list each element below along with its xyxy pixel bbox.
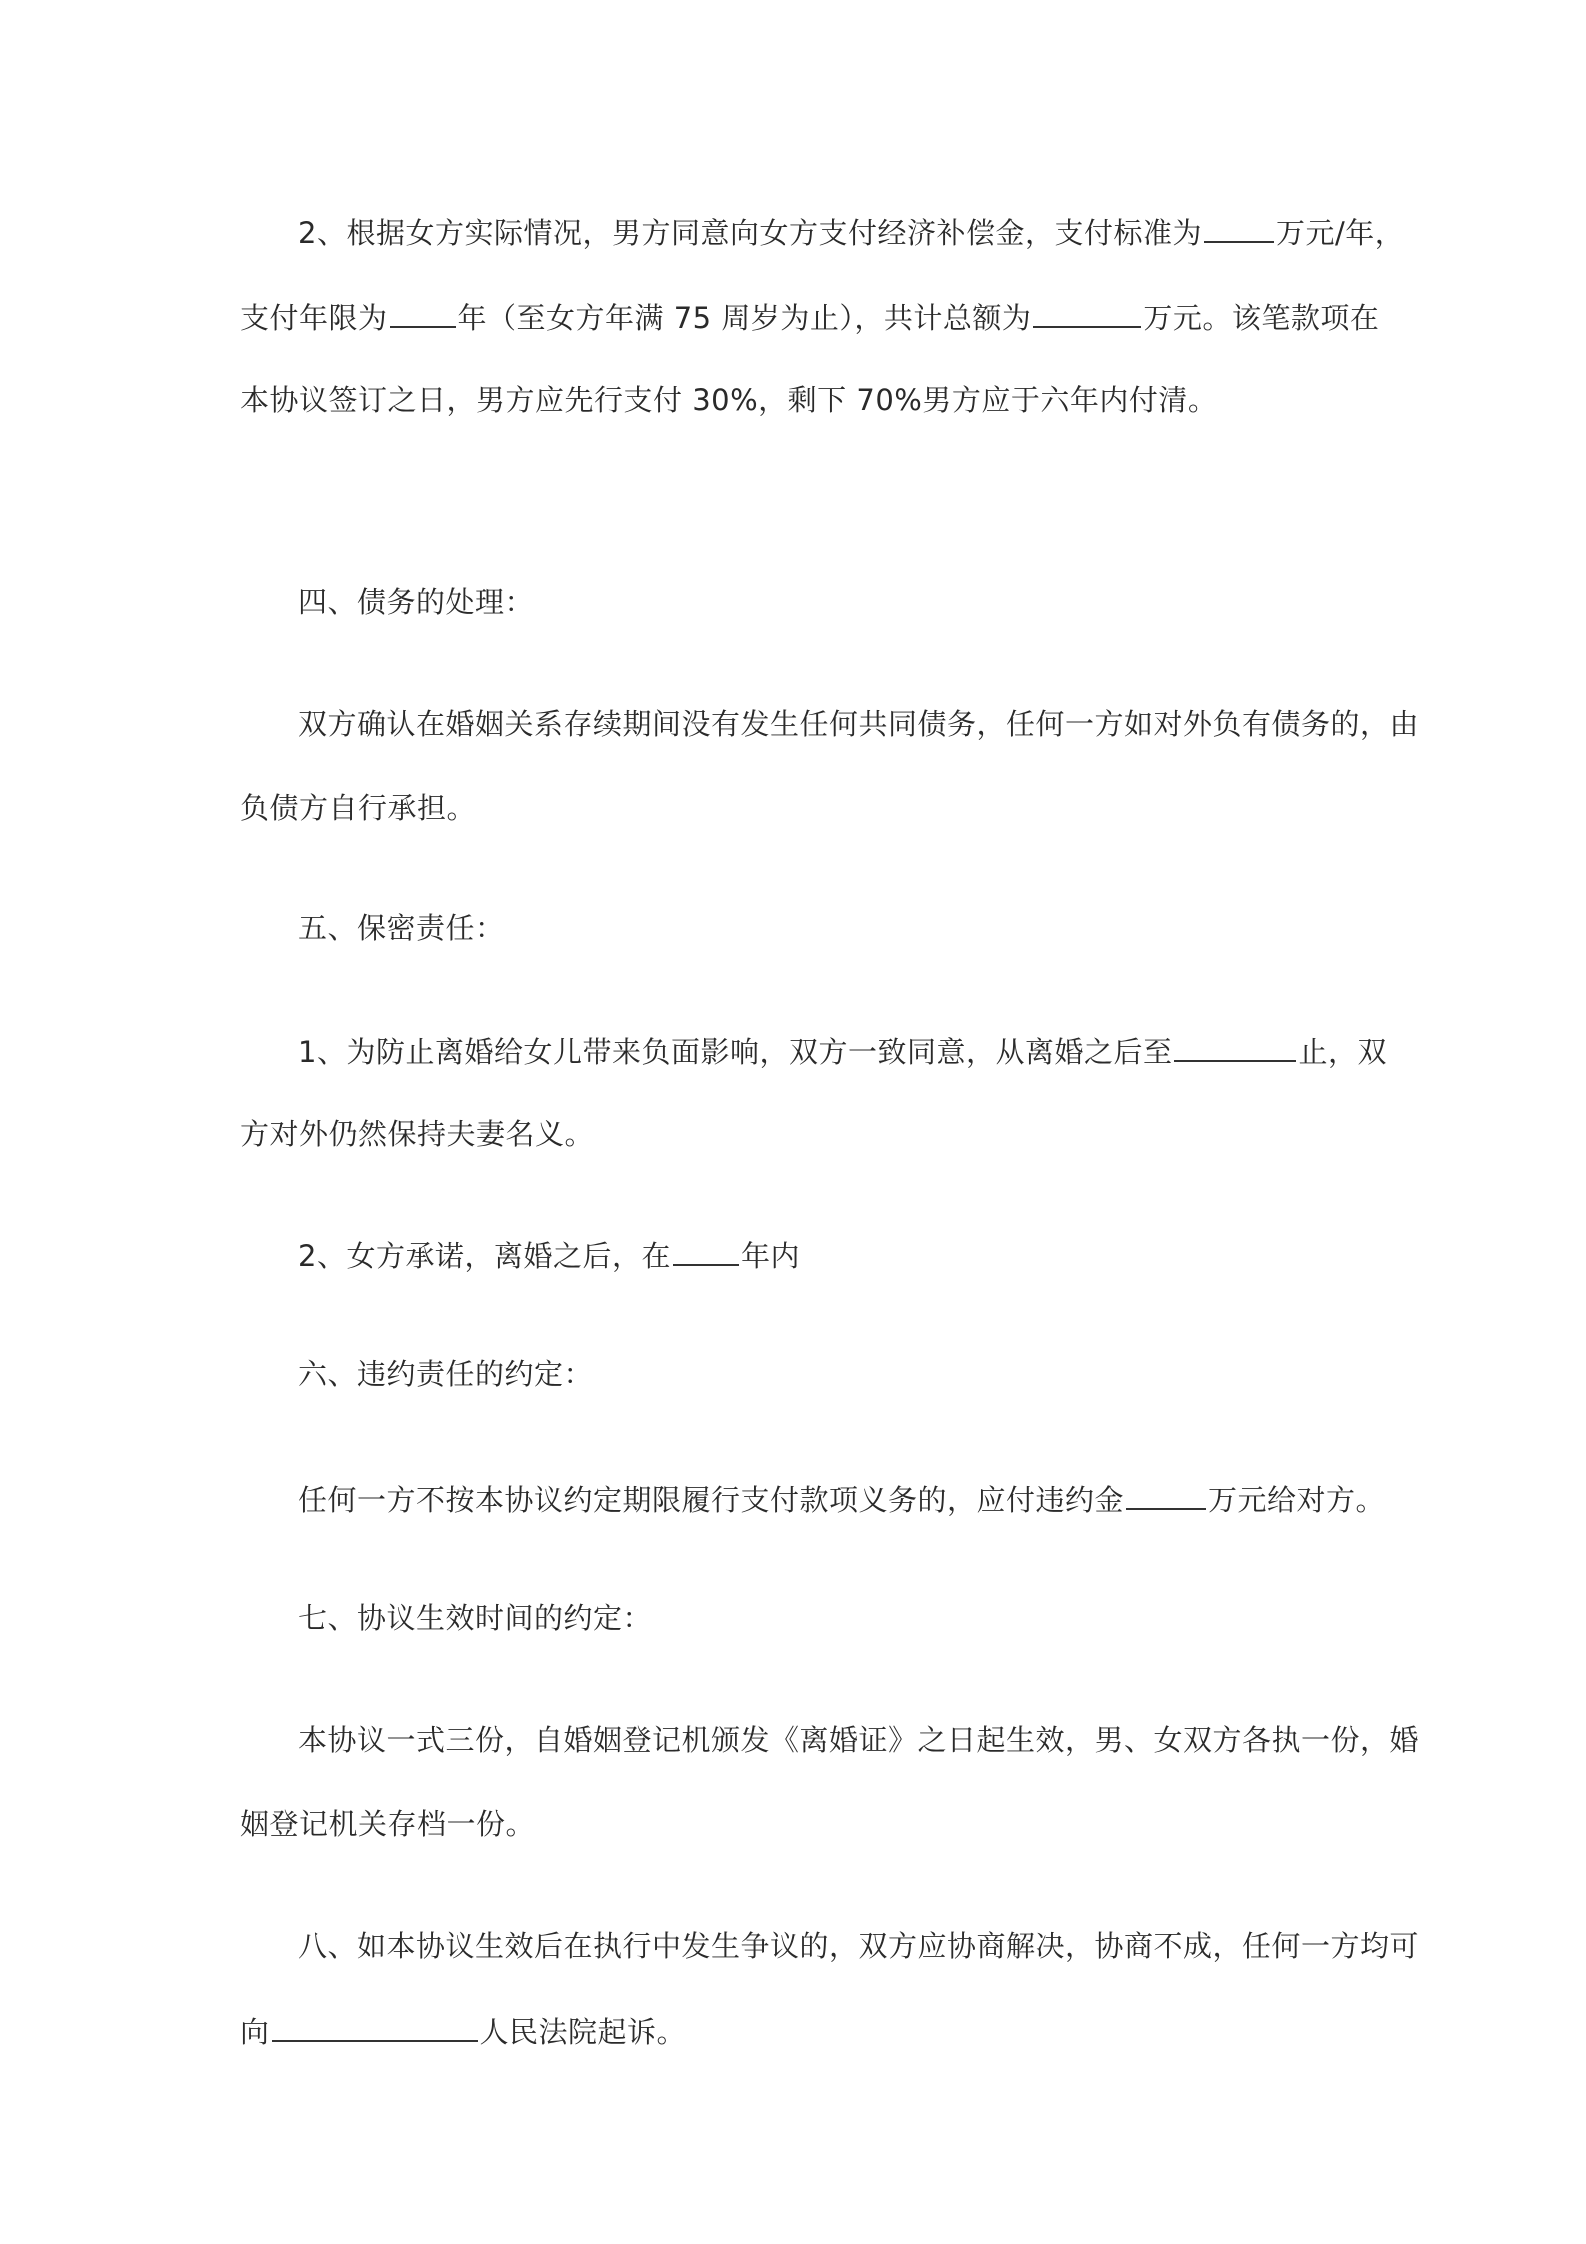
paragraph-line xyxy=(240,788,476,828)
fill-blank xyxy=(1174,1030,1296,1062)
paragraph-line xyxy=(240,380,1217,420)
text-span: 八、如本协议生效后在执行中发生争议的，双方应协商解决，协商不成，任何一方均可 xyxy=(298,1929,1420,1963)
text-span: 年（至女方年满 75 周岁为止），共计总额为 xyxy=(457,301,1032,335)
section-heading xyxy=(298,582,534,622)
fill-blank xyxy=(1204,211,1274,243)
paragraph-line xyxy=(240,2010,686,2052)
text-span: 向 xyxy=(240,2015,270,2049)
text-span: 万元给对方。 xyxy=(1208,1483,1386,1517)
text-span: 方对外仍然保持夫妻名义。 xyxy=(240,1117,595,1151)
section-heading xyxy=(298,1354,593,1394)
fill-blank xyxy=(1033,296,1141,328)
fill-blank xyxy=(1126,1478,1206,1510)
paragraph-line xyxy=(298,1234,800,1276)
fill-blank xyxy=(272,2010,478,2042)
text-span: 负债方自行承担。 xyxy=(240,791,477,825)
section-heading xyxy=(298,1598,652,1638)
paragraph-line xyxy=(298,1478,1385,1520)
text-span: 止，双 xyxy=(1298,1035,1387,1069)
paragraph-line xyxy=(298,1720,1419,1760)
fill-blank xyxy=(390,296,456,328)
text-span: 人民法院起诉。 xyxy=(479,2015,687,2049)
section-heading xyxy=(298,908,505,948)
paragraph-line xyxy=(298,1030,1387,1072)
text-span: 万元。该笔款项在 xyxy=(1143,301,1380,335)
paragraph-line xyxy=(298,1926,1419,1966)
text-span: 支付年限为 xyxy=(240,301,388,335)
text-span: 1、为防止离婚给女儿带来负面影响，双方一致同意，从离婚之后至 xyxy=(298,1035,1173,1069)
paragraph-line xyxy=(240,1804,535,1844)
text-span: 双方确认在婚姻关系存续期间没有发生任何共同债务，任何一方如对外负有债务的，由 xyxy=(298,707,1420,741)
text-span: 任何一方不按本协议约定期限履行支付款项义务的，应付违约金 xyxy=(298,1483,1125,1517)
text-span: 2、女方承诺，离婚之后，在 xyxy=(298,1239,671,1273)
text-span: 万元/年， xyxy=(1275,216,1405,250)
text-span: 姻登记机关存档一份。 xyxy=(240,1807,536,1841)
heading-text: 五、保密责任： xyxy=(298,911,505,945)
heading-text: 六、违约责任的约定： xyxy=(298,1357,594,1391)
text-span: 年内 xyxy=(740,1239,800,1273)
text-span: 本协议签订之日，男方应先行支付 30%，剩下 70%男方应于六年内付清。 xyxy=(240,383,1218,417)
fill-blank xyxy=(673,1234,739,1266)
text-span: 2、根据女方实际情况，男方同意向女方支付经济补偿金，支付标准为 xyxy=(298,216,1202,250)
paragraph-line xyxy=(298,704,1419,744)
paragraph-line xyxy=(240,1114,594,1154)
paragraph-line xyxy=(298,211,1404,253)
paragraph-line xyxy=(240,296,1379,338)
heading-text: 七、协议生效时间的约定： xyxy=(298,1601,653,1635)
heading-text: 四、债务的处理： xyxy=(298,585,535,619)
text-span: 本协议一式三份，自婚姻登记机颁发《离婚证》之日起生效，男、女双方各执一份，婚 xyxy=(298,1723,1420,1757)
